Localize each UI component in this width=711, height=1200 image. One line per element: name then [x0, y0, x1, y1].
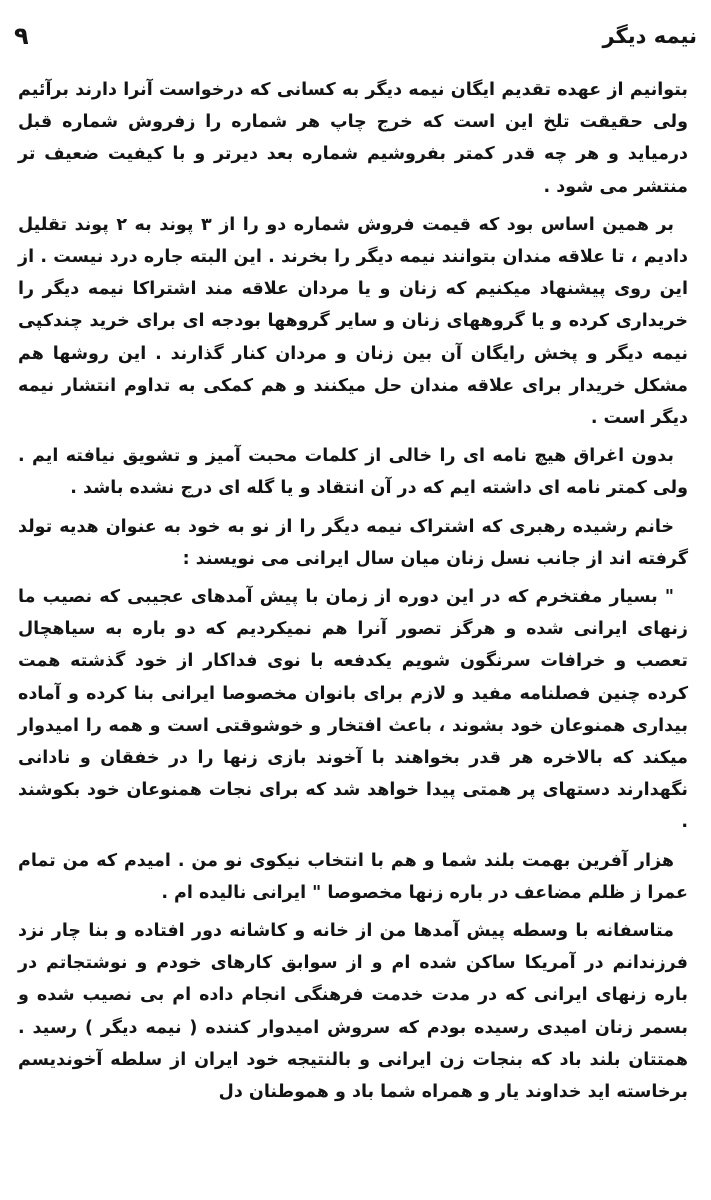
paragraph-4: خانم رشیده رهبری که اشتراک نیمه دیگر را از نو به خود به عنوان هدیه تولد گرفته اند از جانب نسل زنان میان سال ایرانی می نویسند :	[18, 516, 688, 569]
paragraph-3: بدون اغراق هیچ نامه ای را خالی از کلمات محبت آمیز و تشویق نیافته ایم . ولی کمتر نامه ای داشته ایم که در آن انتقاد و یا گله ای درج نشده باشد .	[18, 446, 688, 499]
page-header	[14, 22, 697, 52]
article-body	[18, 74, 688, 1186]
page-number: ۹	[14, 22, 29, 50]
running-title: نیمه دیگر	[602, 24, 697, 48]
paragraph-6: هزار آفرین بهمت بلند شما و هم با انتخاب نیکوی نو من . امیدم که من تمام عمرا ز ظلم مضاعف در باره زنها مخصوصا " ایرانی نالیده ام .	[18, 850, 688, 903]
paragraph-7: متاسفانه با وسطه پیش آمدها من از خانه و کاشانه دور افتاده و بنا چار نزد فرزندانم در آمریکا ساکن شده ام و از سوابق کارهای خودم و نوشتجاتم در باره زنهای ایرانی که در مدت خدمت فرهنگی انجام داده ام بی نصیب شده و بسمر زنان امیدی رسیده بودم که سروش امیدوار کننده ( نیمه دیگر ) رسید . همتتان بلند باد که بنجات زن ایرانی و بالنتیجه خود ایران از سلطه آخوندیسم برخاسته اید خداوند یار و همراه شما باد و هموطنان دل	[18, 921, 688, 1103]
paragraph-2: بر همین اساس بود که قیمت فروش شماره دو را از ۳ پوند به ۲ پوند تقلیل دادیم ، تا علاقه مندان بتوانند نیمه دیگر را بخرند . این البته جاره درد نیست . از این روی پیشنهاد میکنیم که زنان و یا مردان علاقه مند اشتراکا نیمه دیگر را خریداری کرده و یا گروههای زنان و سایر گروهها بودجه ای برای خرید چندکپی نیمه دیگر و پخش رایگان آن بین زنان و مردان کنار گذارند . این روشها هم مشکل خریدار برای علاقه مندان حل میکنند و هم کمکی به تداوم انتشار نیمه دیگر است .	[18, 214, 688, 429]
paragraph-5-quote: " بسیار مفتخرم که در این دوره از زمان با پیش آمدهای عجیبی که نصیب ما زنهای ایرانی شده و هرگز تصور آنرا هم نمیکردیم که دو باره به سیاهچال تعصب و خرافات سرنگون شویم یکدفعه با نوی فداکار از خود گذشته همت کرده چنین فصلنامه مفید و لازم برای بانوان مخصوصا ایرانی بنا کرده و آماده بیداری همنوعان خود بشوند ، باعث افتخار و خوشوقتی است و همه را امیدوار میکند که بالاخره هر قدر بخواهند با آخوند بازی زنها را در خفقان و نادانی نگهدارند دستهای پر همتی پیدا خواهد شد که برای نجات همنوعان خود بکوشند .	[18, 587, 688, 833]
paragraph-1: بتوانیم از عهده تقدیم ایگان نیمه دیگر به کسانی که درخواست آنرا دارند برآئیم ولی حقیقت تلخ این است که خرج چاپ هر شماره را زفروش شماره قبل درمیاید و هر چه قدر کمتر بفروشیم شماره بعد دیرتر و با کیفیت ضعیف تر منتشر می شود .	[18, 80, 688, 197]
